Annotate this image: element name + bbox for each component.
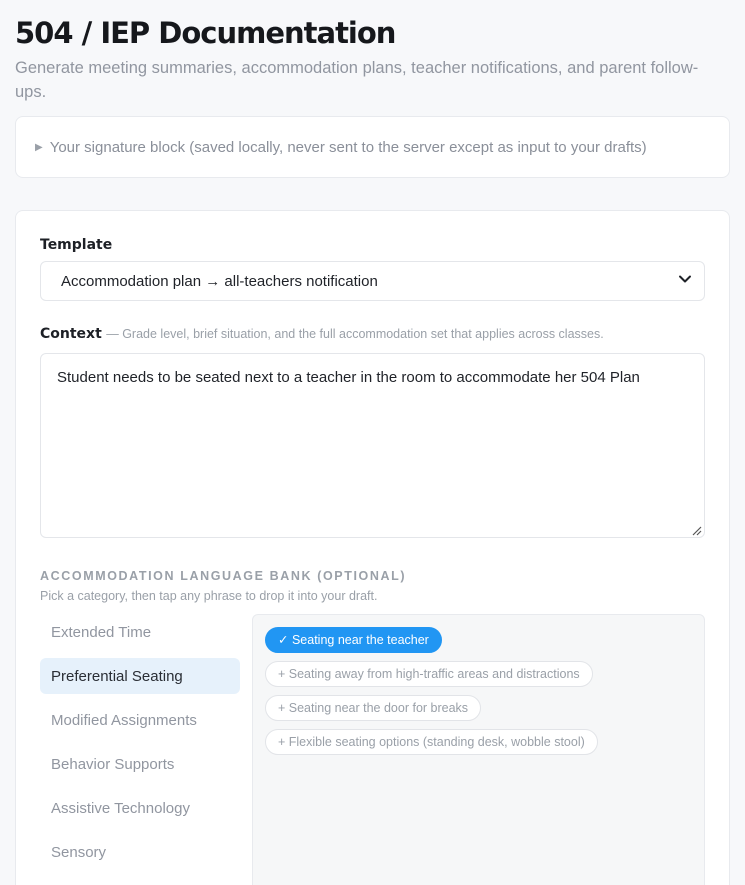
- expand-triangle-icon: ▶: [35, 141, 43, 153]
- category-list: [40, 614, 240, 885]
- context-textarea[interactable]: [40, 353, 705, 538]
- phrase-chip[interactable]: + Seating near the door for breaks: [265, 695, 481, 721]
- page-title: 504 / IEP Documentation: [15, 16, 396, 50]
- signature-block-label: Your signature block (saved locally, never sent to the server except as input to your drafts): [49, 138, 647, 156]
- phrase-chip[interactable]: + Flexible seating options (standing desk, wobble stool): [265, 729, 598, 755]
- category-assistive-technology[interactable]: Assistive Technology: [51, 799, 190, 817]
- context-label-row: [40, 325, 705, 343]
- documentation-form: [15, 210, 730, 885]
- language-bank: [40, 614, 705, 885]
- context-label: Context: [40, 326, 102, 342]
- signature-block-toggle[interactable]: [15, 116, 730, 178]
- context-hint: — Grade level, brief situation, and the full accommodation set that applies across classes.: [106, 327, 604, 341]
- category-behavior-supports[interactable]: Behavior Supports: [51, 755, 175, 773]
- language-bank-hint: Pick a category, then tap any phrase to drop it into your draft.: [40, 589, 378, 603]
- category-preferential-seating[interactable]: Preferential Seating: [40, 658, 240, 694]
- phrase-chip[interactable]: + Seating away from high-traffic areas and distractions: [265, 661, 593, 687]
- context-text: Student needs to be seated next to a teacher in the room to accommodate her 504 Plan: [57, 369, 640, 386]
- resize-handle-icon[interactable]: [690, 523, 702, 535]
- page-subtitle: Generate meeting summaries, accommodation plans, teacher notifications, and parent follow-ups.: [15, 59, 699, 101]
- category-sensory[interactable]: Sensory: [51, 843, 107, 861]
- chevron-down-icon: [678, 272, 692, 290]
- template-select-value: Accommodation plan → all-teachers notification: [61, 272, 378, 290]
- category-modified-assignments[interactable]: Modified Assignments: [51, 711, 197, 729]
- language-bank-heading: ACCOMMODATION LANGUAGE BANK (OPTIONAL): [40, 569, 407, 583]
- phrase-chip-selected[interactable]: ✓ Seating near the teacher: [265, 627, 442, 653]
- template-select[interactable]: [40, 261, 705, 301]
- category-extended-time[interactable]: Extended Time: [51, 623, 152, 641]
- template-label: Template: [40, 237, 113, 253]
- phrase-panel: [252, 614, 705, 885]
